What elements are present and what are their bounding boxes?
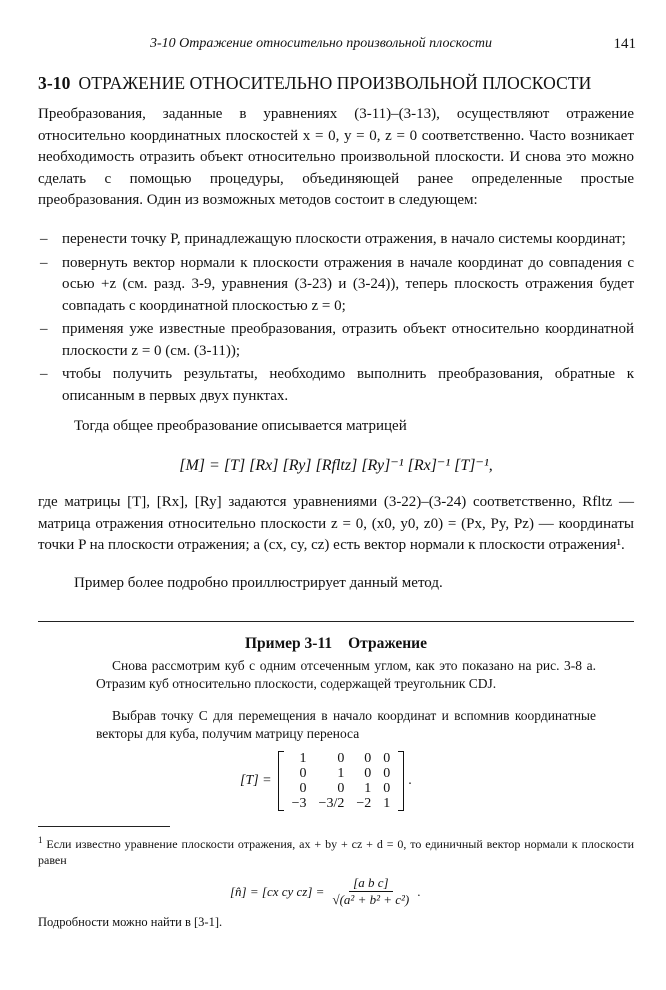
matrix-period: . — [408, 773, 412, 788]
intro-paragraph: Преобразования, заданные в уравнениях (3-11)–(3-13), осуществляют отражение относительно координатных плоскостей x = 0, y = 0, z = 0 соответственно. Часто возникает необходимость отразить объект относительно произвольной плоскости. И снова это можно сделать с помощью процедуры, объединяющей ранее определенные простые преобразования. Один из возможных методов состоит в следующем: — [38, 106, 634, 208]
formula-period: . — [417, 883, 421, 899]
matrix-table — [286, 751, 397, 811]
list-item: – применяя уже известные преобразования, отразить объект относительно координатной плоскости z = 0 (см. (3-11)); — [38, 319, 634, 362]
matrix-cell: 0 — [337, 781, 345, 796]
page-number: 141 — [613, 36, 636, 52]
matrix-cell: 0 — [383, 751, 391, 766]
footnote-mark: 1 — [38, 835, 43, 845]
matrix-cell: −3 — [291, 796, 307, 811]
matrix-cell: 0 — [299, 781, 307, 796]
list-item: – повернуть вектор нормали к плоскости отражения в начале координат до совпадения с осью +z (см. разд. 3-9, уравнения (3-23) и (3-24)), теперь плоскость отражения будет совпадать с координатной плоскостью z = 0; — [38, 253, 634, 318]
matrix-cell: 0 — [383, 781, 391, 796]
matrix-cell: 0 — [383, 766, 391, 781]
matrix-cell: −3/2 — [318, 796, 345, 811]
footnote-text: Если известно уравнение плоскости отражения, ax + by + cz + d = 0, то единичный вектор нормали к плоскости равен — [38, 837, 635, 867]
section-heading — [38, 73, 638, 94]
section-number: 3-10 — [38, 73, 71, 93]
list-item: – перенести точку P, принадлежащую плоскости отражения, в начало системы координат; — [38, 229, 634, 251]
matrix-cell: 0 — [337, 751, 345, 766]
composite-matrix-formula: [M] = [T] [Rx] [Ry] [Rfltz] [Ry]⁻¹ [Rx]⁻¹ [T]⁻¹, — [179, 457, 493, 474]
footnote-reference: Подробности можно найти в [3-1]. — [38, 915, 223, 929]
example-heading — [38, 635, 634, 653]
example-lead-paragraph: Пример более подробно проиллюстрирует данный метод. — [74, 575, 443, 591]
translation-matrix — [240, 749, 412, 813]
list-item: – чтобы получить результаты, необходимо выполнить преобразования, обратные к описанным в первых двух пунктах. — [38, 364, 634, 407]
matrix-cell: 1 — [299, 751, 307, 766]
formula-lhs: [n̂] = [cx cy cz] = — [230, 883, 325, 899]
matrix-row — [286, 751, 397, 766]
running-title: 3-10 Отражение относительно произвольной плоскости — [150, 36, 493, 51]
normal-vector-formula — [230, 875, 421, 908]
fraction-numerator: [a b c] — [349, 875, 392, 892]
footnote — [38, 832, 634, 868]
matrix-cell: 0 — [364, 766, 372, 781]
matrix-row — [286, 781, 397, 796]
matrix-cell: 1 — [337, 766, 345, 781]
example-label: Пример 3-11 — [245, 635, 333, 652]
running-head — [150, 36, 636, 53]
fraction-denominator: √(a² + b² + c²) — [332, 892, 410, 907]
matrix-cell: 0 — [299, 766, 307, 781]
method-steps-list — [38, 229, 634, 409]
example-name: Отражение — [348, 635, 427, 652]
formula-fraction — [328, 875, 413, 908]
matrix-lhs: [T] = — [240, 773, 272, 788]
section-title: ОТРАЖЕНИЕ ОТНОСИТЕЛЬНО ПРОИЗВОЛЬНОЙ ПЛОСКОСТИ — [78, 73, 592, 93]
footnote-divider — [38, 826, 170, 827]
matrix-cell: 1 — [364, 781, 372, 796]
matrix-definitions-paragraph: где матрицы [T], [Rx], [Ry] задаются уравнениями (3-22)–(3-24) соответственно, Rfltz — матрица отражения относительно плоскости z = 0, (x0, y0, z0) = (Px, Py, Pz) — координаты точки P на плоскости отражения; а (cx, cy, cz) есть вектор нормали к плоскости отражения¹. — [38, 494, 634, 553]
matrix-cell: 1 — [383, 796, 391, 811]
example-divider — [38, 621, 634, 622]
matrix-cell: 0 — [364, 751, 372, 766]
example-text-2: Выбрав точку C для перемещения в начало координат и вспомнив координатные векторы для куба, получим матрицу переноса — [96, 708, 596, 741]
matrix-row — [286, 796, 397, 811]
matrix-brackets — [278, 751, 405, 811]
transform-intro-paragraph: Тогда общее преобразование описывается матрицей — [74, 418, 407, 434]
matrix-row — [286, 766, 397, 781]
matrix-cell: −2 — [356, 796, 372, 811]
example-text-1: Снова рассмотрим куб с одним отсеченным углом, как это показано на рис. 3-8 а. Отразим куб относительно плоскости, содержащей треугольник CDJ. — [96, 658, 596, 691]
